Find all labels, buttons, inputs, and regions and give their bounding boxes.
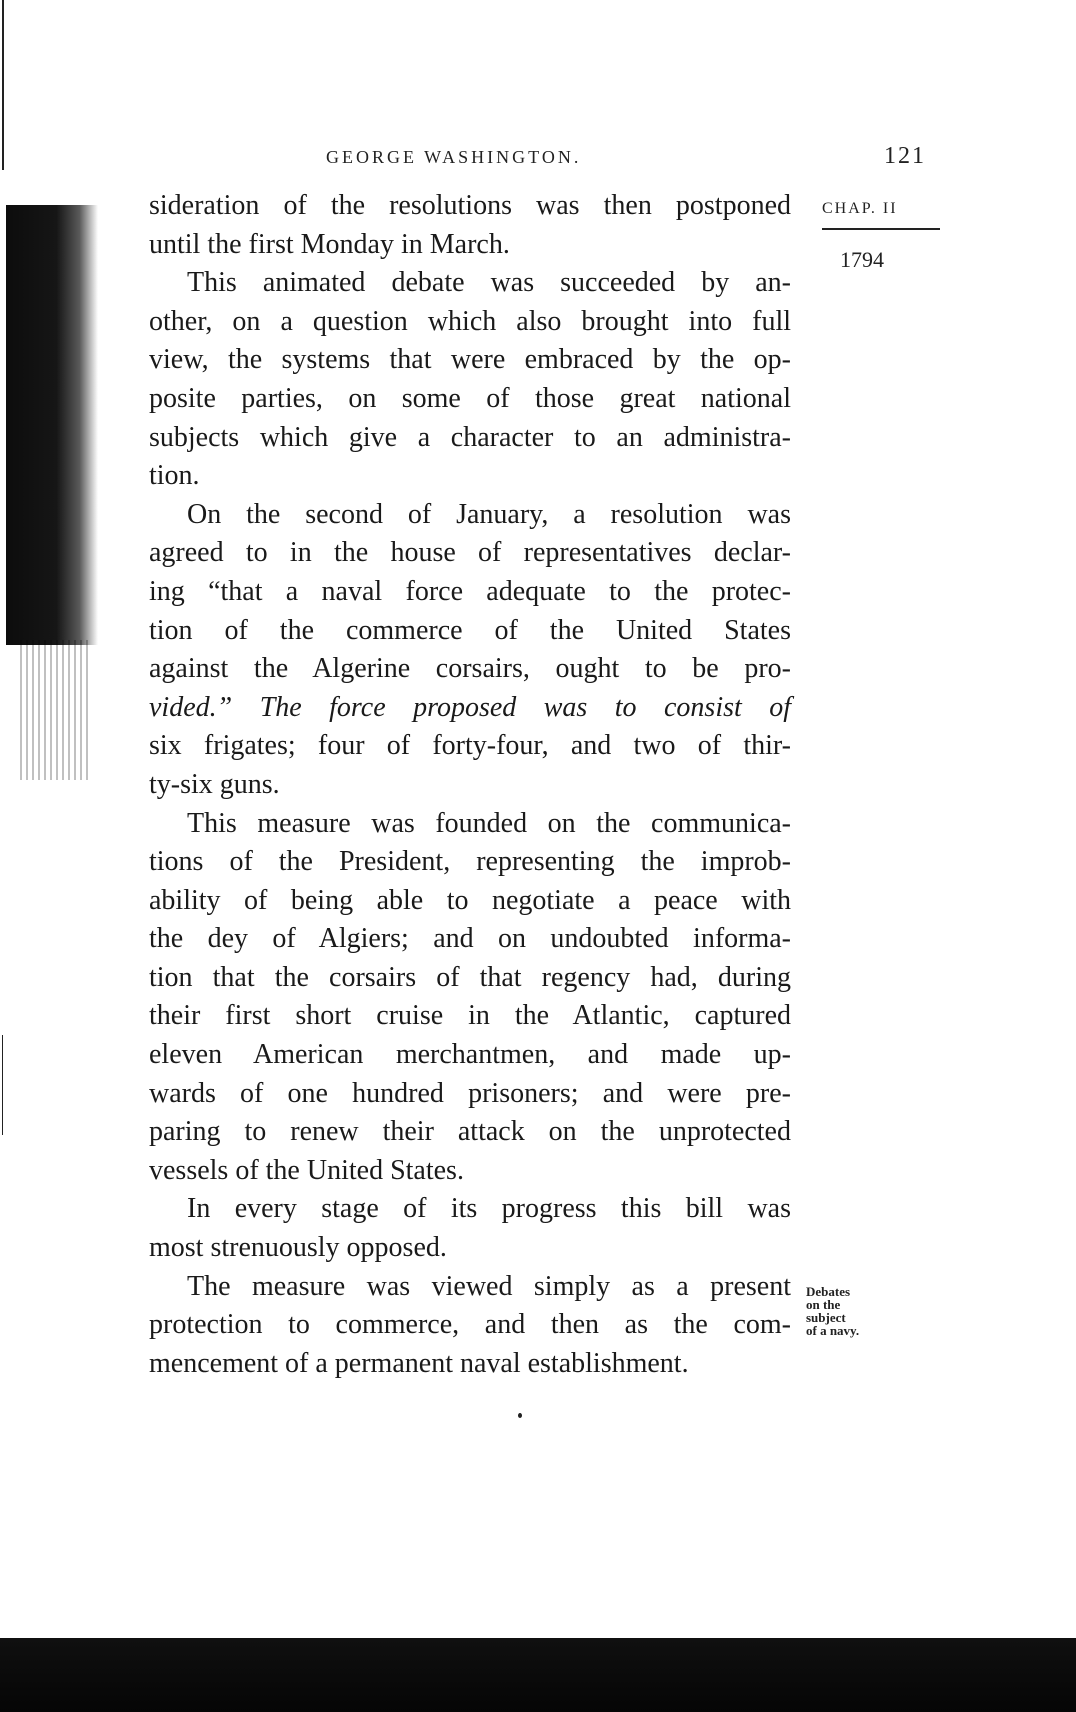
margin-chapter: CHAP. II [822,200,940,230]
text-line: tion that the corsairs of that regency had, during [149,961,791,993]
text-line: the dey of Algiers; and on undoubted informa- [149,923,791,955]
text-line: ability of being able to negotiate a peace with [149,884,791,916]
text-line: In every stage of its progress this bill was [187,1193,791,1225]
ink-speck [518,1413,522,1418]
text-line: their first short cruise in the Atlantic, captured [149,1000,791,1032]
paragraph-4 [149,805,791,1191]
text-line: tion of the commerce of the United States [149,614,791,646]
text-line: wards of one hundred prisoners; and were pre- [149,1077,791,1109]
text-line: other, on a question which also brought into full [149,305,791,337]
margin-note-line: Debates [806,1284,851,1299]
binding-speckle [20,640,90,780]
text-line [149,689,791,728]
paragraph-2 [149,264,791,496]
text-line: This animated debate was succeeded by an- [187,267,791,299]
text-line: tions of the President, representing the improb- [149,846,791,878]
italic-phrase: The force proposed was to consist of [259,691,792,723]
text-line: paring to renew their attack on the unprotected [149,1116,791,1148]
text-line: subjects which give a character to an administra- [149,421,791,453]
body-text [149,187,791,1383]
text-line: most strenuously opposed. [149,1232,447,1264]
paragraph-3 [149,496,791,805]
text-line: vessels of the United States. [149,1154,464,1186]
text-line: eleven American merchantmen, and made up- [149,1039,791,1071]
paragraph-6 [149,1268,791,1384]
text-line: The measure was viewed simply as a present [187,1270,791,1302]
margin-year: 1794 [840,247,884,272]
text-line: On the second of January, a resolution was [187,498,791,530]
text-line: until the first Monday in March. [149,228,510,260]
text-line: sideration of the resolutions was then postponed [149,190,791,221]
page-number: 121 [884,143,926,169]
scan-edge-line [2,1035,3,1135]
scan-bottom-bar [0,1638,1076,1712]
paragraph-1 [149,187,791,264]
paragraph-5 [149,1190,791,1267]
text-line: against the Algerine corsairs, ought to be pro- [149,653,791,685]
text-line: posite parties, on some of those great national [149,382,791,414]
text-line: view, the systems that were embraced by the op- [149,344,791,376]
text-line: protection to commerce, and then as the com- [149,1309,791,1341]
scan-edge-line [2,0,4,170]
margin-note-line: subject [806,1310,846,1325]
text-line: ty-six guns. [149,768,280,800]
text-line: tion. [149,460,200,492]
text-line: ing “that a naval force adequate to the protec- [149,575,791,607]
margin-note-debates [806,1285,886,1337]
text-line: mencement of a permanent naval establishment. [149,1347,689,1379]
text-line: This measure was founded on the communica- [187,807,791,839]
margin-note-line: of a navy. [806,1323,860,1338]
text-line: agreed to in the house of representatives declar- [149,537,791,569]
text-line: six frigates; four of forty-four, and two of thir- [149,730,791,762]
margin-note-line: on the [806,1297,841,1312]
running-head: GEORGE WASHINGTON. [326,147,582,167]
quote-end: vided.” [149,691,233,723]
binding-shadow [6,205,98,645]
